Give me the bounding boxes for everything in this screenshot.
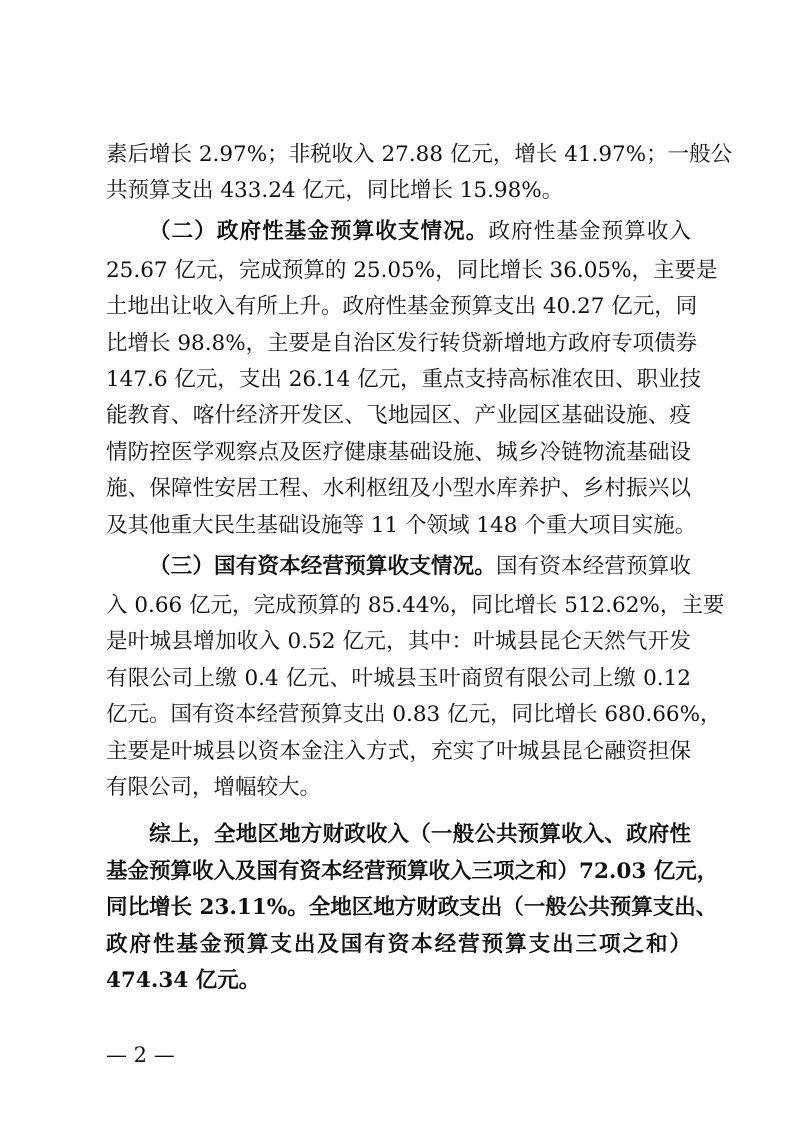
paragraph-line: 147.6 亿元，支出 26.14 亿元，重点支持高标准农田、职业技 — [106, 367, 702, 392]
paragraph-line: 情防控医学观察点及医疗健康基础设施、城乡冷链物流基础设 — [106, 440, 691, 465]
paragraph-text: 政府性基金预算收入 — [488, 219, 691, 244]
paragraph-line: 亿元。国有资本经营预算支出 0.83 亿元，同比增长 680.66%， — [106, 702, 722, 727]
summary-line: 474.34 亿元。 — [106, 968, 261, 993]
paragraph-line: 及其他重大民生基础设施等 11 个领域 148 个重大项目实施。 — [106, 513, 697, 538]
paragraph-text: 国有资本经营预算收 — [495, 554, 691, 579]
paragraph-line: 是叶城县增加收入 0.52 亿元，其中：叶城县昆仑天然气开发 — [106, 629, 691, 654]
paragraph-line: 有限公司，增幅较大。 — [106, 775, 322, 800]
paragraph-line: 共预算支出 433.24 亿元，同比增长 15.98%。 — [106, 178, 564, 203]
paragraph-line: 有限公司上缴 0.4 亿元、叶城县玉叶商贸有限公司上缴 0.12 — [106, 666, 691, 691]
paragraph-line: 比增长 98.8%，主要是自治区发行转贷新增地方政府专项债券 — [106, 331, 698, 356]
paragraph-line: 素后增长 2.97%；非税收入 27.88 亿元，增长 41.97%；一般公 — [106, 142, 733, 167]
paragraph-line: 入 0.66 亿元，完成预算的 85.44%，同比增长 512.62%，主要 — [106, 593, 725, 618]
paragraph-line: 能教育、喀什经济开发区、飞地园区、产业园区基础设施、疫 — [106, 403, 691, 428]
page-number: — 2 — — [106, 1043, 175, 1067]
section-heading-state-capital: （三）国有资本经营预算收支情况。 — [149, 554, 496, 579]
paragraph-line: 主要是叶城县以资本金注入方式，充实了叶城县昆仑融资担保 — [106, 739, 691, 764]
section-two-first-line — [149, 217, 691, 247]
summary-line: 政府性基金预算支出及国有资本经营预算支出三项之和） — [106, 932, 691, 957]
summary-line: 综上，全地区地方财政收入（一般公共预算收入、政府性 — [149, 822, 691, 847]
section-three-first-line — [149, 552, 691, 582]
paragraph-line: 土地出让收入有所上升。政府性基金预算支出 40.27 亿元，同 — [106, 294, 698, 319]
summary-line: 同比增长 23.11%。全地区地方财政支出（一般公共预算支出、 — [106, 895, 718, 920]
paragraph-line: 施、保障性安居工程、水利枢纽及小型水库养护、乡村振兴以 — [106, 476, 691, 501]
section-heading-government-fund: （二）政府性基金预算收支情况。 — [149, 219, 489, 244]
summary-line: 基金预算收入及国有资本经营预算收入三项之和）72.03 亿元， — [106, 859, 719, 884]
paragraph-line: 25.67 亿元，完成预算的 25.05%，同比增长 36.05%，主要是 — [106, 258, 718, 283]
